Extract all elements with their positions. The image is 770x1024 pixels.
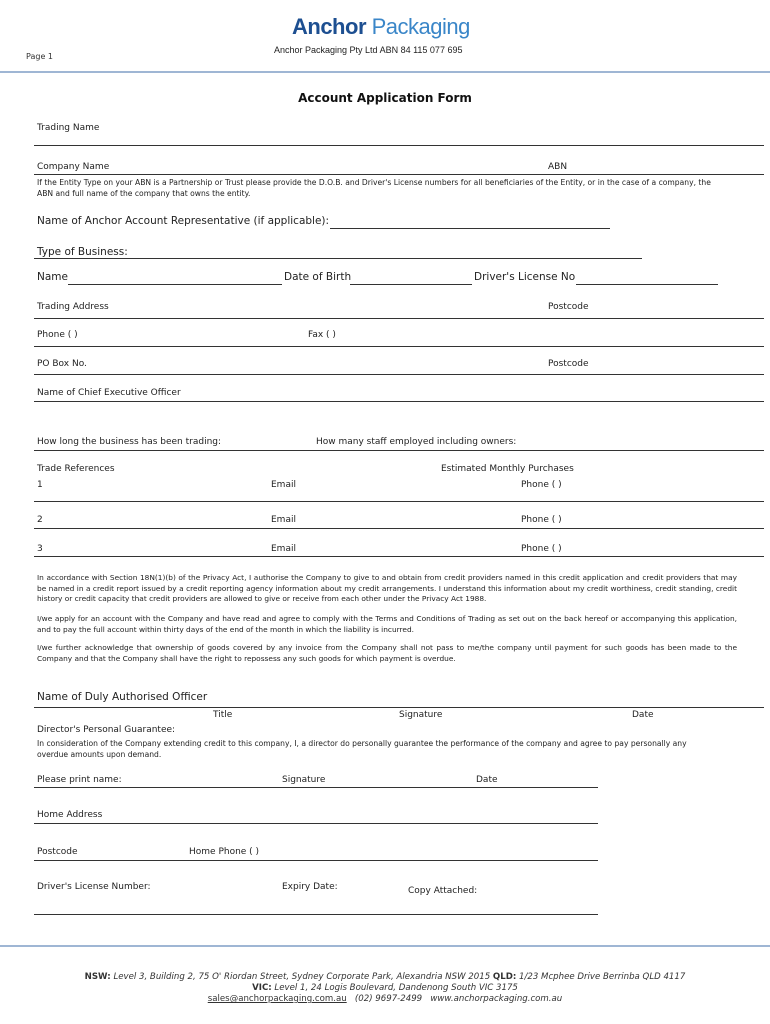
authorised-officer-line[interactable]: [34, 707, 764, 708]
staff-count-label: How many staff employed including owners:: [316, 437, 517, 447]
header-divider: [0, 71, 770, 73]
privacy-paragraph: In accordance with Section 18N(1)(b) of the Privacy Act, I authorise the Company to give to and obtain from credit providers named in this credit application and credit providers that may be named in a credit report issued by a credit reporting agency information about my credit arrangements. I understand this information about my credit worthiness, credit standing, credit history or credit capacity that credit providers are allowed to give or receive from each other under the Privacy Act 1988.: [37, 573, 737, 603]
guarantor-postcode-label: Postcode: [37, 847, 78, 857]
ceo-line[interactable]: [34, 401, 764, 402]
license-number-label: Driver's License Number:: [37, 882, 151, 892]
authorised-officer-label: Name of Duly Authorised Officer: [37, 691, 208, 703]
po-box-label: PO Box No.: [37, 359, 87, 369]
footer-qld-address: 1/23 Mcphee Drive Berrinba QLD 4117: [519, 972, 686, 982]
print-name-line[interactable]: [34, 787, 598, 788]
home-address-label: Home Address: [37, 810, 103, 820]
po-box-postcode-label: Postcode: [548, 359, 589, 369]
trade-references-label: Trade References: [37, 464, 115, 474]
footer-address-line-2: [0, 983, 770, 993]
trading-name-line[interactable]: [34, 145, 764, 146]
brand-logo-primary: Anchor: [292, 14, 366, 39]
officer-signature-label: Signature: [399, 710, 443, 720]
print-name-label: Please print name:: [37, 775, 122, 785]
trading-duration-label: How long the business has been trading:: [37, 437, 222, 447]
license-no-label: Driver's License No: [474, 271, 576, 283]
license-no-line[interactable]: [576, 284, 718, 285]
reference-line[interactable]: [34, 501, 764, 502]
abn-label: ABN: [548, 162, 568, 172]
license-number-line[interactable]: [34, 914, 598, 915]
form-title: Account Application Form: [298, 91, 472, 105]
expiry-date-label: Expiry Date:: [282, 882, 338, 892]
footer-nsw-address: Level 3, Building 2, 75 O' Riordan Street, Sydney Corporate Park, Alexandria NSW 2015: [113, 972, 491, 982]
reference-phone-label: Phone ( ): [521, 515, 562, 525]
reference-number: 1: [37, 480, 43, 490]
copy-attached-label: Copy Attached:: [408, 886, 478, 896]
trading-address-label: Trading Address: [37, 302, 109, 312]
footer-website[interactable]: www.anchorpackaging.com.au: [430, 994, 563, 1004]
footer-divider: [0, 945, 770, 947]
reference-phone-label: Phone ( ): [521, 480, 562, 490]
entity-note: If the Entity Type on your ABN is a Partnership or Trust please provide the D.O.B. and Driver's License numbers for all beneficiaries of the Entity, or in the case of a company, the ABN and full name of the company that owns the entity.: [37, 178, 711, 198]
company-name-label: Company Name: [37, 162, 110, 172]
phone-fax-line[interactable]: [34, 346, 764, 347]
company-abn-line: Anchor Packaging Pty Ltd ABN 84 115 077 695: [274, 45, 463, 55]
footer-phone: (02) 9697-2499: [354, 994, 423, 1004]
footer-address-line-1: [0, 972, 770, 982]
dob-label: Date of Birth: [284, 271, 352, 283]
guarantee-title: Director's Personal Guarantee:: [37, 725, 176, 735]
guarantee-text: In consideration of the Company extending credit to this company, I, a director do personally guarantee the performance of the company and agree to pay personally any overdue amounts upon demand.: [37, 739, 687, 759]
account-rep-line[interactable]: [330, 228, 610, 229]
trading-address-line[interactable]: [34, 318, 764, 319]
brand-logo-secondary: Packaging: [371, 14, 470, 39]
trading-duration-line[interactable]: [34, 450, 764, 451]
name-label: Name: [37, 271, 68, 283]
reference-phone-label: Phone ( ): [521, 544, 562, 554]
company-name-line[interactable]: [34, 174, 764, 175]
footer-nsw-label: NSW:: [84, 972, 111, 982]
guarantor-signature-label: Signature: [282, 775, 326, 785]
trading-postcode-label: Postcode: [548, 302, 589, 312]
footer-email-link[interactable]: sales@anchorpackaging.com.au: [207, 994, 347, 1004]
guarantor-date-label: Date: [476, 775, 498, 785]
phone-label: Phone ( ): [37, 330, 78, 340]
home-address-line[interactable]: [34, 823, 598, 824]
name-line[interactable]: [68, 284, 282, 285]
business-type-label: Type of Business:: [37, 246, 128, 258]
ownership-paragraph: I/we further acknowledge that ownership of goods covered by any invoice from the Company shall not pass to me/the company until payment for such goods has been made to the Company and that the Company shall have the right to repossess any such goods for which payment is overdue.: [37, 643, 737, 663]
account-rep-label: Name of Anchor Account Representative (if applicable):: [37, 215, 330, 227]
brand-logo: [292, 14, 470, 40]
postcode-phone-line[interactable]: [34, 860, 598, 861]
reference-email-label: Email: [271, 544, 296, 554]
reference-number: 3: [37, 544, 43, 554]
dob-line[interactable]: [350, 284, 472, 285]
po-box-line[interactable]: [34, 374, 764, 375]
reference-email-label: Email: [271, 480, 296, 490]
reference-line[interactable]: [34, 528, 764, 529]
reference-number: 2: [37, 515, 43, 525]
fax-label: Fax ( ): [308, 330, 336, 340]
business-type-line[interactable]: [34, 258, 642, 259]
page-number: Page 1: [26, 52, 53, 61]
footer-vic-label: VIC:: [252, 983, 272, 993]
reference-email-label: Email: [271, 515, 296, 525]
ceo-label: Name of Chief Executive Officer: [37, 388, 181, 398]
footer-vic-address: Level 1, 24 Logis Boulevard, Dandenong South VIC 3175: [274, 983, 518, 993]
footer-contact-line: [0, 994, 770, 1004]
officer-date-label: Date: [632, 710, 654, 720]
footer-qld-label: QLD:: [492, 972, 517, 982]
officer-title-label: Title: [213, 710, 233, 720]
monthly-purchases-label: Estimated Monthly Purchases: [441, 464, 574, 474]
home-phone-label: Home Phone ( ): [189, 847, 260, 857]
trading-name-label: Trading Name: [37, 123, 100, 133]
terms-paragraph: I/we apply for an account with the Company and have read and agree to comply with the Terms and Conditions of Trading as set out on the back hereof or accompanying this application, and to pay the full account within thirty days of the end of the month in which the liability is incurred.: [37, 614, 737, 634]
reference-line[interactable]: [34, 556, 764, 557]
